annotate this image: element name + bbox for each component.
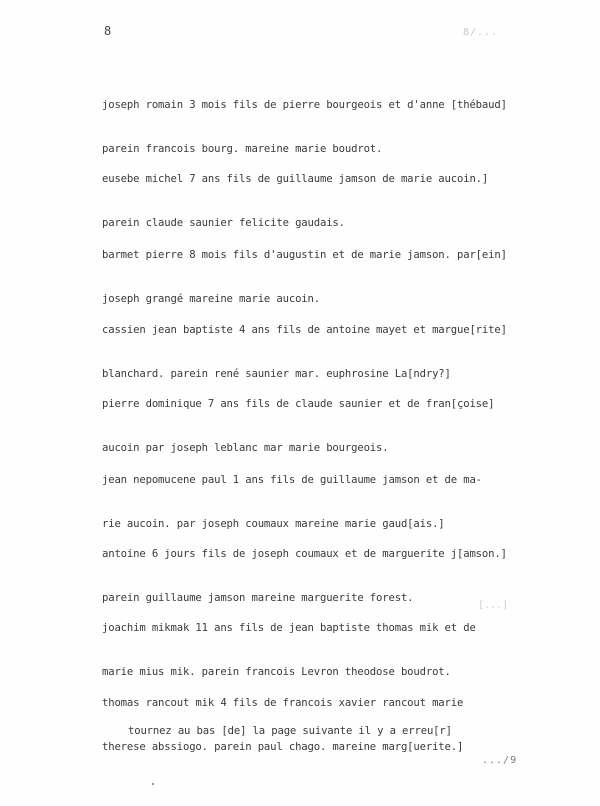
entry-line: parein guillaume jamson mareine marguerite forest. bbox=[102, 592, 414, 605]
entry-line: thomas rancout mik 4 fils de francois xavier rancout marie bbox=[102, 697, 464, 710]
entry-line: parein claude saunier felicite gaudais. bbox=[102, 217, 345, 230]
entry-line: joseph romain 3 mois fils de pierre bourgeois et d'anne [thébaud] bbox=[102, 99, 507, 112]
page-ref-bottom: .../9 bbox=[482, 755, 518, 766]
entry-line: blanchard. parein rené saunier mar. euphrosine La[ndry?] bbox=[102, 368, 451, 381]
entry-line: pierre dominique 7 ans fils de claude saunier et de fran[çoise] bbox=[102, 398, 495, 411]
entry-line: aucoin par joseph leblanc mar marie bourgeois. bbox=[102, 442, 389, 455]
entry-line: rie aucoin. par joseph coumaux mareine marie gaud[ais.] bbox=[102, 518, 445, 531]
entry-line: therese abssiogo. parein paul chago. mareine marg[uerite.] bbox=[102, 741, 464, 754]
footnote: tournez au bas [de] la page suivante il y a erreu[r] bbox=[128, 725, 452, 737]
page-ref-top: 8/... bbox=[463, 27, 499, 38]
entry-line: marie mius mik. parein francois Levron theodose boudrot. bbox=[102, 666, 451, 679]
faint-bleed-mark: [...] bbox=[478, 600, 509, 611]
entry-line: cassien jean baptiste 4 ans fils de antoine mayet et margue[rite] bbox=[102, 324, 507, 337]
page-number: 8 bbox=[104, 24, 112, 38]
entry-line: jean nepomucene paul 1 ans fils de guillaume jamson et de ma- bbox=[102, 474, 482, 487]
entry-line: joseph grangé mareine marie aucoin. bbox=[102, 293, 320, 306]
entry-line: antoine 6 jours fils de joseph coumaux et de marguerite j[amson.] bbox=[102, 548, 507, 561]
entry-line: joachim mikmak 11 ans fils de jean baptiste thomas mik et de bbox=[102, 622, 476, 635]
entry-line: barmet pierre 8 mois fils d'augustin et de marie jamson. par[ein] bbox=[102, 249, 507, 262]
entry-line: eusebe michel 7 ans fils de guillaume jamson de marie aucoin.] bbox=[102, 173, 489, 186]
entry-line: parein francois bourg. mareine marie boudrot. bbox=[102, 143, 383, 156]
stray-dot bbox=[152, 783, 154, 785]
